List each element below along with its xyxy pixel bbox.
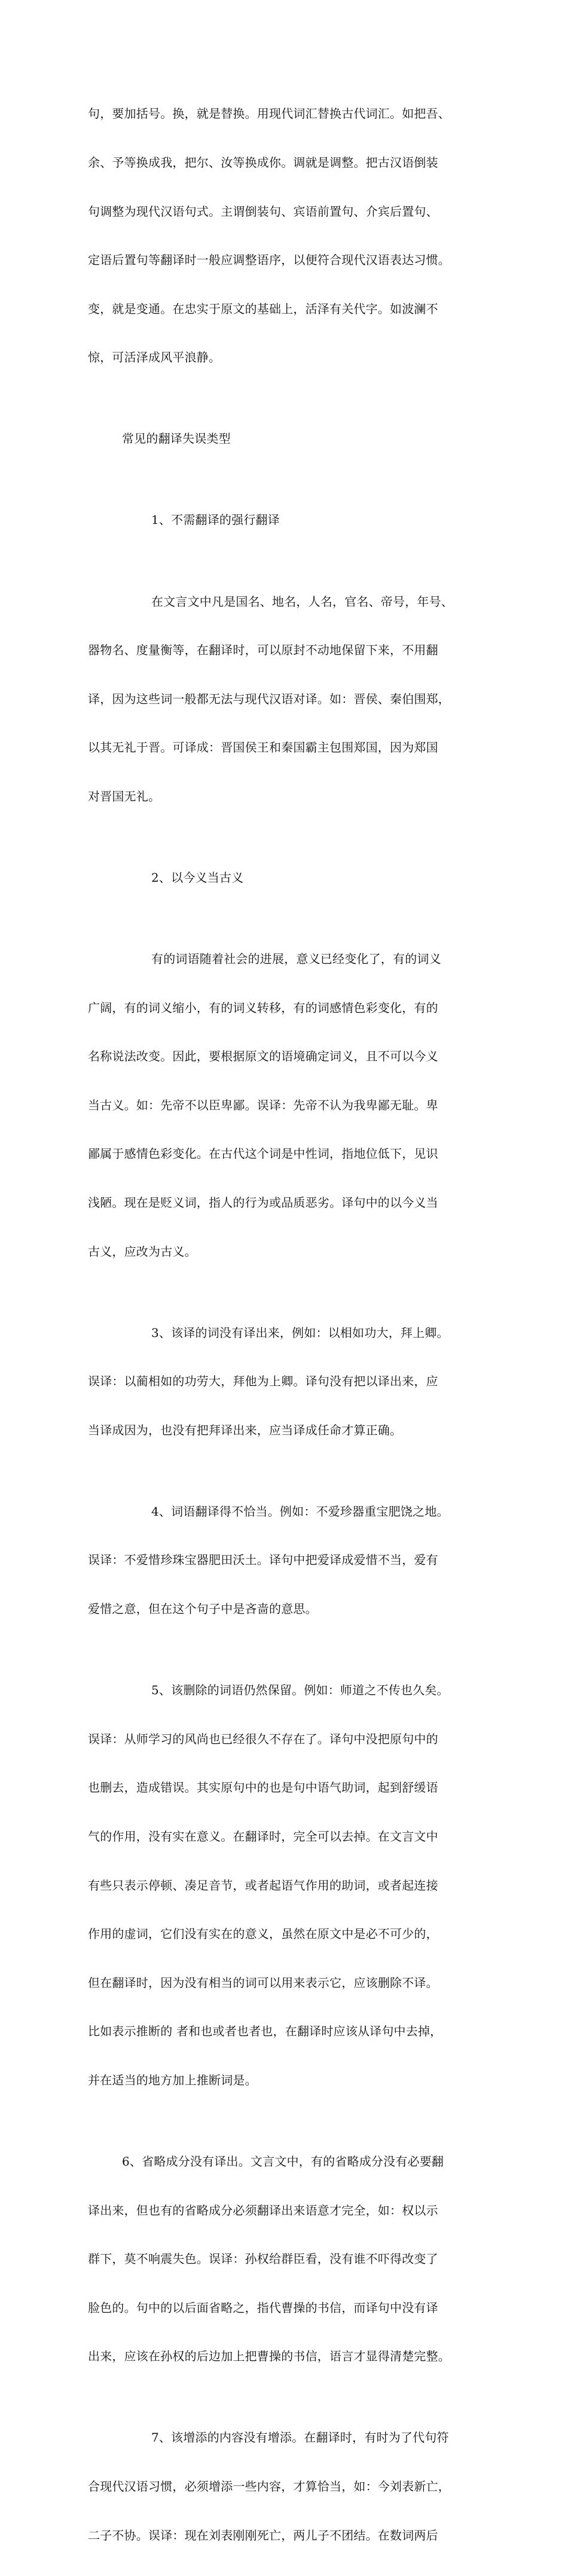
text-line: 定语后置句等翻译时一般应调整语序，以便符合现代汉语表达习惯。 [88, 253, 450, 268]
text-line: 4、词语翻译得不恰当。例如：不爱珍器重宝肥饶之地。 [151, 1504, 449, 1519]
text-line: 6、省略成分没有译出。文言文中，有的省略成分没有必要翻 [122, 2154, 444, 2169]
text-line: 名称说法改变。因此，要根据原文的语境确定词义，且不可以今义 [88, 1049, 438, 1064]
heading-text: 常见的翻译失误类型 [122, 431, 231, 446]
text-line: 在文言文中凡是国名、地名，人名，官名、帝号，年号、 [151, 594, 453, 609]
text-line: 译，因为这些词一般都无法与现代汉语对译。如：晋侯、秦伯围郑， [88, 691, 450, 706]
text-line: 句，要加括号。换，就是替换。用现代词汇替换古代词汇。如把吾、 [88, 106, 450, 121]
text-line: 爱惜之意，但在这个句子中是吝啬的意思。 [88, 1602, 317, 1617]
heading-text: 2、以今义当古义 [151, 870, 244, 885]
item-heading-1 [88, 480, 488, 561]
text-line: 作用的虚词，它们没有实在的意义，虽然在原文中是必不可少的， [88, 1927, 438, 1942]
text-line: 译出来，但也有的省略成分必须翻译出来语意才完全，如：权以示 [88, 2203, 438, 2218]
paragraph-2 [88, 919, 488, 1293]
text-line: 合现代汉语习惯，必须增添一些内容，才算恰当，如：今刘表新亡， [88, 2479, 450, 2494]
text-line: 误译：以蔺相如的功劳大，拜他为上卿。译句没有把以译出来，应 [88, 1374, 438, 1389]
text-line: 误译：不爱惜珍珠宝器肥田沃土。译句中把爱译成爱惜不当，爱有 [88, 1553, 438, 1568]
paragraph-4 [88, 1471, 488, 1649]
text-line: 余、予等换成我，把尔、汝等换成你。调就是调整。把古汉语倒装 [88, 155, 438, 170]
document-body [88, 73, 488, 2576]
text-line: 变，就是变通。在忠实于原文的基础上，活泽有关代字。如波澜不 [88, 301, 438, 316]
text-line: 广阔，有的词义缩小，有的词义转移，有的词感情色彩变化，有的 [88, 1000, 438, 1015]
text-line: 误译：从师学习的风尚也已经很久不存在了。译句中没把原句中的 [88, 1731, 438, 1746]
text-line: 浅陋。现在是贬义词，指人的行为或品质恶劣。译句中的以今义当 [88, 1195, 438, 1210]
text-line: 鄙属于感情色彩变化。在古代这个词是中性词，指地位低下，见识 [88, 1146, 438, 1161]
paragraph-5 [88, 1650, 488, 2121]
heading-text: 1、不需翻译的强行翻译 [151, 513, 280, 528]
text-line: 并在适当的地方加上推断词是。 [88, 2072, 257, 2087]
text-line: 句调整为现代汉语句式。主谓倒装句、宾语前置句、介宾后置句、 [88, 204, 438, 219]
text-line: 脸色的。句中的以后面省略之，指代曹操的书信，而译句中没有译 [88, 2300, 438, 2315]
text-line: 3、该译的词没有译出来，例如：以相如功大，拜上卿。 [151, 1325, 449, 1340]
text-line: 群下，莫不响震失色。误译：孙权给群臣看，没有谁不吓得改变了 [88, 2252, 438, 2267]
paragraph-intro [88, 73, 488, 398]
text-line: 惊，可活泽成风平浪静。 [88, 350, 221, 365]
text-line: 以其无礼于晋。可译成：晋国侯王和秦国霸主包围郑国，因为郑国 [88, 740, 438, 755]
section-heading [88, 398, 488, 480]
text-line: 对晋国无礼。 [88, 789, 161, 804]
text-line: 有些只表示停顿、凑足音节，或者起语气作用的助词，或者起连接 [88, 1878, 438, 1893]
item-heading-2 [88, 838, 488, 919]
text-line: 5、该删除的词语仍然保留。例如：师道之不传也久矣。 [151, 1683, 449, 1698]
text-line: 但在翻译时，因为没有相当的词可以用来表示它，应该删除不译。 [88, 1975, 438, 1990]
text-line: 也删去，造成错误。其实原句中的也是句中语气助词，起到舒缓语 [88, 1780, 438, 1795]
paragraph-7 [88, 2397, 488, 2576]
text-line: 当古义。如：先帝不以臣卑鄙。误译：先帝不认为我卑鄙无耻。卑 [88, 1097, 438, 1112]
text-line: 7、该增添的内容没有增添。在翻译时，有时为了代句符 [151, 2430, 449, 2445]
text-line: 二子不协。误译：现在刘表刚刚死亡，两儿子不团结。在数词两后 [88, 2528, 438, 2543]
text-line: 气的作用，没有实在意义。在翻译时，完全可以去掉。在文言文中 [88, 1829, 438, 1844]
text-line: 比如表示推断的 者和也或者也者也，在翻译时应该从译句中去掉， [88, 2024, 442, 2039]
text-line: 古义，应改为古义。 [88, 1244, 197, 1259]
paragraph-3 [88, 1292, 488, 1471]
paragraph-1 [88, 561, 488, 837]
text-line: 有的词语随着社会的进展，意义已经变化了，有的词义 [151, 951, 441, 966]
paragraph-6 [88, 2121, 488, 2397]
text-line: 器物名、度量衡等，在翻译时，可以原封不动地保留下来，不用翻 [88, 643, 438, 658]
text-line: 出来，应该在孙权的后边加上把曹操的书信，语言才显得清楚完整。 [88, 2349, 450, 2364]
text-line: 当译成因为，也没有把拜译出来，应当译成任命才算正确。 [88, 1422, 402, 1437]
